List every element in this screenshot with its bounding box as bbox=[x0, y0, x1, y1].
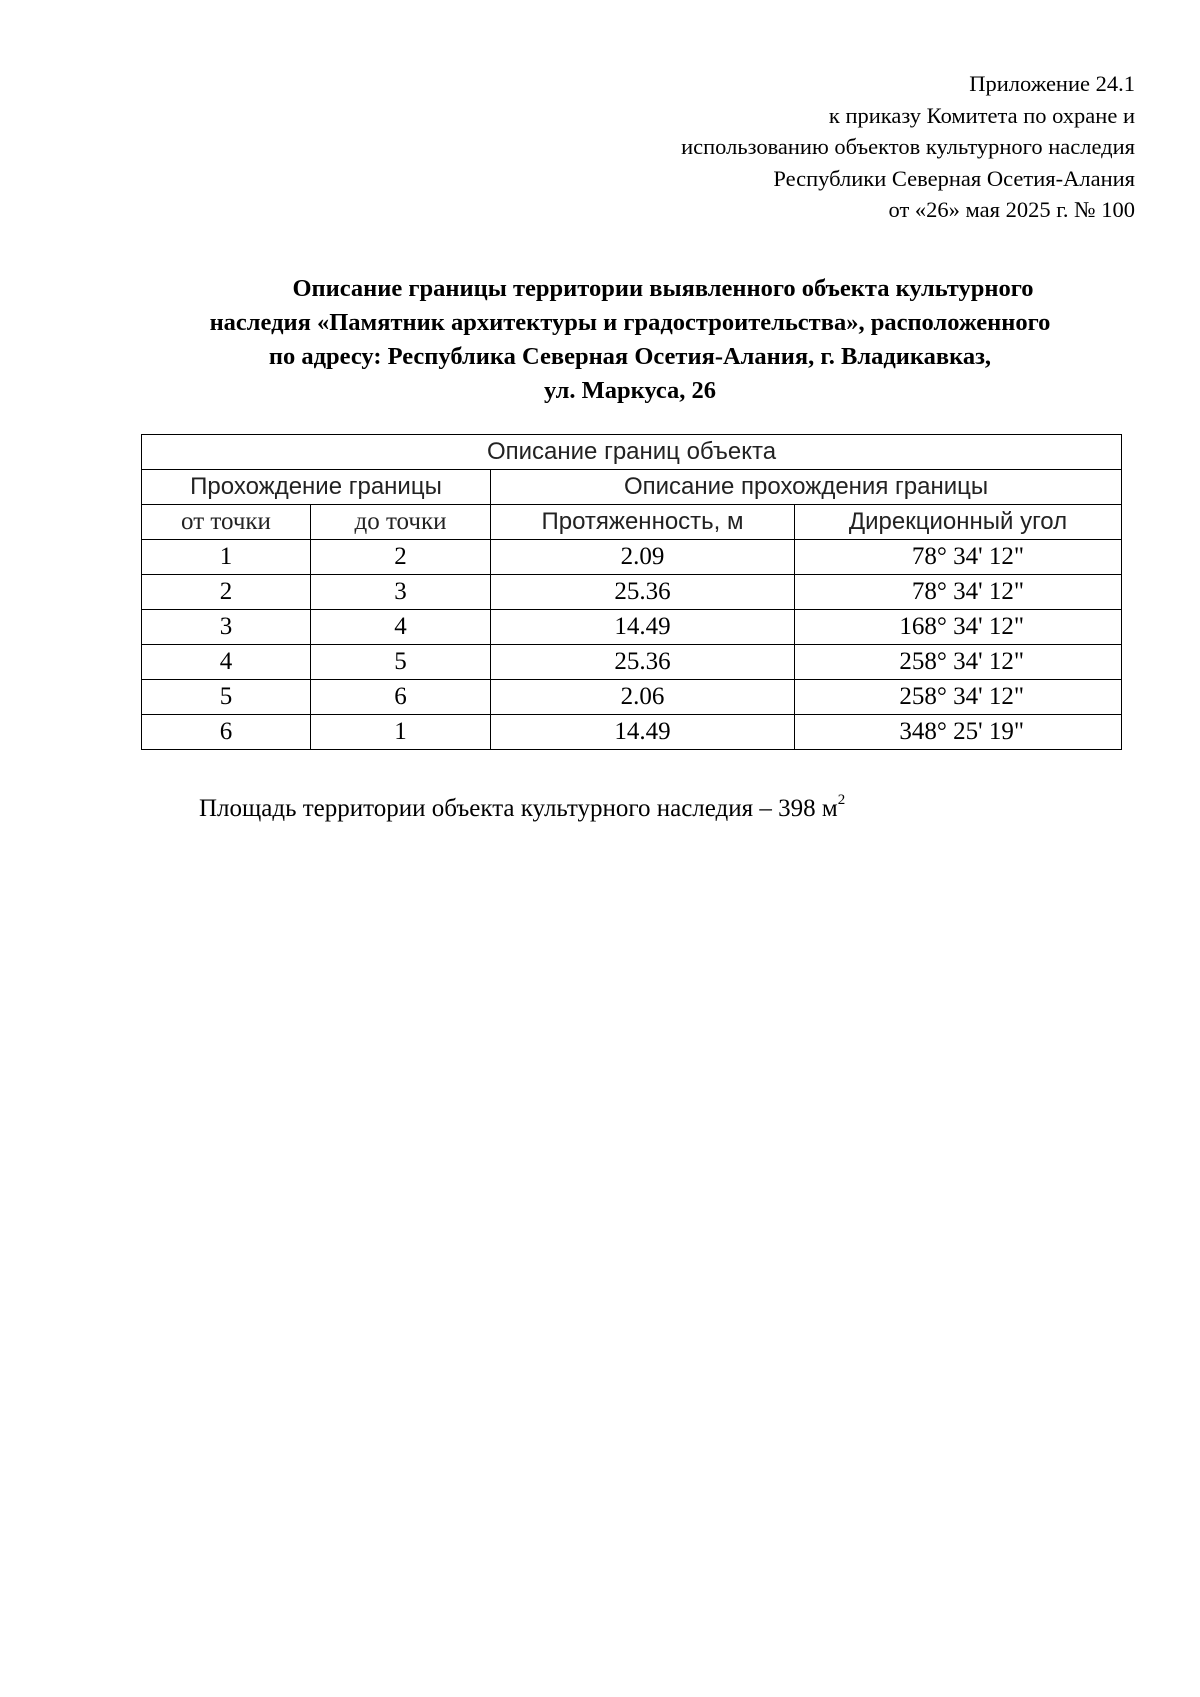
title-line: Описание границы территории выявленного объекта культурного bbox=[292, 275, 1034, 302]
cell-from: 2 bbox=[142, 575, 311, 610]
table-column-header-row bbox=[142, 505, 1122, 540]
title-line: по адресу: Республика Северная Осетия-Алания, г. Владикавказ, bbox=[268, 343, 992, 370]
area-statement bbox=[199, 792, 845, 826]
table-row bbox=[142, 575, 1122, 610]
table-row bbox=[142, 715, 1122, 750]
table-row bbox=[142, 680, 1122, 715]
cell-to: 1 bbox=[311, 715, 491, 750]
appendix-line: к приказу Комитета по охране и bbox=[828, 102, 1135, 128]
group-header-description: Описание прохождения границы bbox=[491, 470, 1122, 505]
column-header-length: Протяженность, м bbox=[491, 505, 795, 540]
group-header-passage: Прохождение границы bbox=[142, 470, 491, 505]
table-caption-row bbox=[142, 435, 1122, 470]
appendix-line: Приложение 24.1 bbox=[969, 71, 1135, 96]
table-row bbox=[142, 540, 1122, 575]
title-line: ул. Маркуса, 26 bbox=[543, 377, 717, 404]
cell-length: 14.49 bbox=[491, 715, 795, 750]
table-row bbox=[142, 645, 1122, 680]
cell-to: 5 bbox=[311, 645, 491, 680]
title-line: наследия «Памятник архитектуры и градостроительства», расположенного bbox=[209, 309, 1051, 336]
cell-to: 3 bbox=[311, 575, 491, 610]
cell-angle: 348° 25' 19" bbox=[795, 715, 1122, 750]
appendix-line: использованию объектов культурного наследия bbox=[681, 134, 1135, 159]
cell-from: 6 bbox=[142, 715, 311, 750]
cell-angle: 78° 34' 12" bbox=[795, 575, 1122, 610]
cell-length: 25.36 bbox=[491, 575, 795, 610]
cell-angle: 258° 34' 12" bbox=[795, 680, 1122, 715]
table-row bbox=[142, 610, 1122, 645]
cell-from: 5 bbox=[142, 680, 311, 715]
cell-angle: 168° 34' 12" bbox=[795, 610, 1122, 645]
column-header-to: до точки bbox=[311, 505, 491, 540]
cell-angle: 78° 34' 12" bbox=[795, 540, 1122, 575]
appendix-block bbox=[435, 68, 1135, 226]
area-text: Площадь территории объекта культурного наследия – 398 м bbox=[199, 795, 838, 822]
boundary-table bbox=[141, 434, 1122, 750]
cell-angle: 258° 34' 12" bbox=[795, 645, 1122, 680]
cell-length: 2.06 bbox=[491, 680, 795, 715]
cell-length: 14.49 bbox=[491, 610, 795, 645]
cell-from: 4 bbox=[142, 645, 311, 680]
appendix-line: Республики Северная Осетия-Алания bbox=[773, 165, 1135, 191]
area-unit-exponent: 2 bbox=[837, 791, 846, 808]
cell-to: 4 bbox=[311, 610, 491, 645]
cell-to: 2 bbox=[311, 540, 491, 575]
cell-to: 6 bbox=[311, 680, 491, 715]
cell-length: 2.09 bbox=[491, 540, 795, 575]
cell-from: 3 bbox=[142, 610, 311, 645]
column-header-angle: Дирекционный угол bbox=[795, 505, 1122, 540]
document-title bbox=[140, 272, 1120, 408]
table-caption: Описание границ объекта bbox=[142, 435, 1122, 470]
column-header-from: от точки bbox=[142, 505, 311, 540]
cell-length: 25.36 bbox=[491, 645, 795, 680]
appendix-line: от «26» мая 2025 г. № 100 bbox=[888, 197, 1135, 222]
table-group-header-row bbox=[142, 470, 1122, 505]
cell-from: 1 bbox=[142, 540, 311, 575]
